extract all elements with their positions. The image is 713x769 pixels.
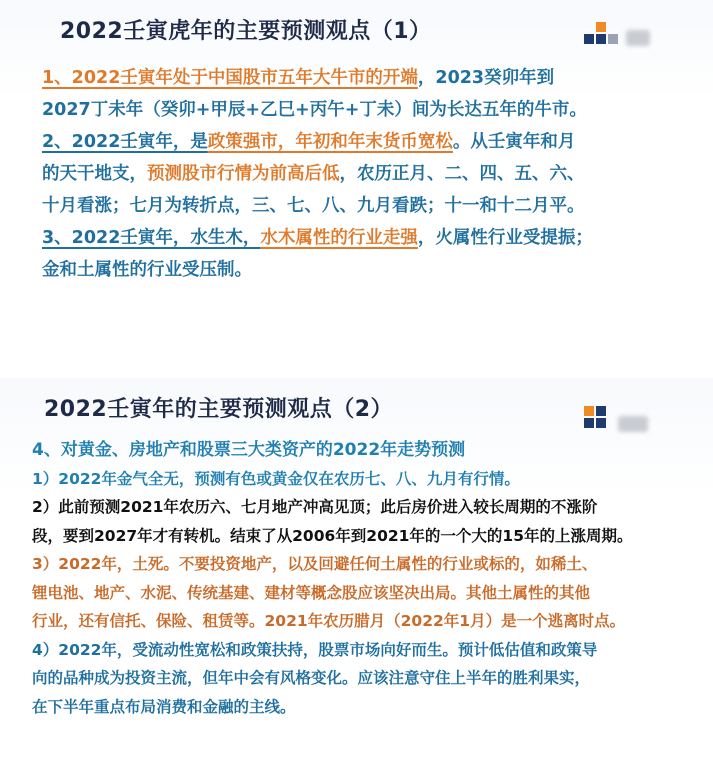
slide-2-title: 2022壬寅年的主要预测观点（2） — [44, 397, 394, 422]
point-2-line-3: 十月看涨；七月为转折点，三、七、八、九月看跌；十一和十二月平。 — [42, 196, 585, 216]
point-3-suffix: ，火属性行业受提振； — [417, 228, 593, 248]
point-3-line-1 — [42, 222, 682, 254]
item-2-line-2: 段，要到2027年才有转机。结束了从2006年到2021年的一个大的15年的上涨周期。 — [32, 526, 633, 545]
point-1-line-1 — [42, 62, 682, 94]
item-4-line-1: 4）2022年，受流动性宽松和政策扶持，股票市场向好而生。预计低估值和政策导 — [32, 640, 598, 659]
slide-1 — [0, 0, 713, 330]
point-2-line-1 — [42, 126, 682, 158]
slide-1-body — [42, 62, 682, 286]
slide-separator — [0, 330, 713, 378]
section-4-heading: 4、对黄金、房地产和股票三大类资产的2022年走势预测 — [32, 440, 466, 460]
brand-logo-icon — [584, 22, 648, 52]
point-3-highlight: 水木属性的行业走强 — [260, 228, 418, 248]
item-1: 1）2022年金气全无，预测有色或黄金仅在农历七、八、九月有行情。 — [32, 469, 520, 488]
point-2-highlight: 政策强市，年初和年末货币宽松 — [207, 132, 453, 152]
point-1-highlight: 1、2022壬寅年处于中国股市五年大牛市的开端 — [42, 68, 418, 88]
slide-1-title: 2022壬寅虎年的主要预测观点（1） — [60, 19, 432, 44]
item-4-line-3: 在下半年重点布局消费和金融的主线。 — [32, 697, 296, 716]
brand-logo-icon — [584, 406, 648, 436]
point-3-line-2: 金和土属性的行业受压制。 — [42, 260, 252, 280]
point-2-line-2-highlight: 预测股市行情为前高后低 — [147, 164, 340, 184]
item-3-line-1: 3）2022年，土死。不要投资地产，以及回避任何土属性的行业或标的，如稀土、 — [32, 555, 598, 573]
point-1-line-2: 2027丁未年（癸卯+甲辰+乙巳+丙午+丁未）间为长达五年的牛市。 — [42, 100, 587, 120]
slide-2-body — [32, 436, 702, 721]
point-2-line-2-a: 的天干地支， — [42, 164, 147, 184]
point-2-prefix: 2、2022壬寅年，是 — [42, 132, 208, 152]
slide-2 — [0, 378, 713, 769]
item-3-line-3: 行业，还有信托、保险、租赁等。2021年农历腊月（2022年1月）是一个逃离时点。 — [32, 612, 626, 630]
point-1-text: ，2023癸卯年到 — [417, 68, 555, 88]
item-4-line-2: 向的品种成为投资主流，但年中会有风格变化。应该注意守住上半年的胜利果实， — [32, 669, 591, 687]
point-2-line-2 — [42, 158, 682, 190]
item-3-line-2: 锂电池、地产、水泥、传统基建、建材等概念股应该坚决出局。其他土属性的其他 — [32, 583, 591, 602]
point-3-prefix: 3、2022壬寅年，水生木， — [42, 228, 261, 248]
point-2-suffix: 。从壬寅年和月 — [452, 132, 576, 152]
point-2-line-2-b: ，农历正月、二、四、五、六、 — [339, 164, 585, 184]
item-2-line-1: 2）此前预测2021年农历六、七月地产冲高见顶；此后房价进入较长周期的不涨阶 — [32, 498, 598, 516]
